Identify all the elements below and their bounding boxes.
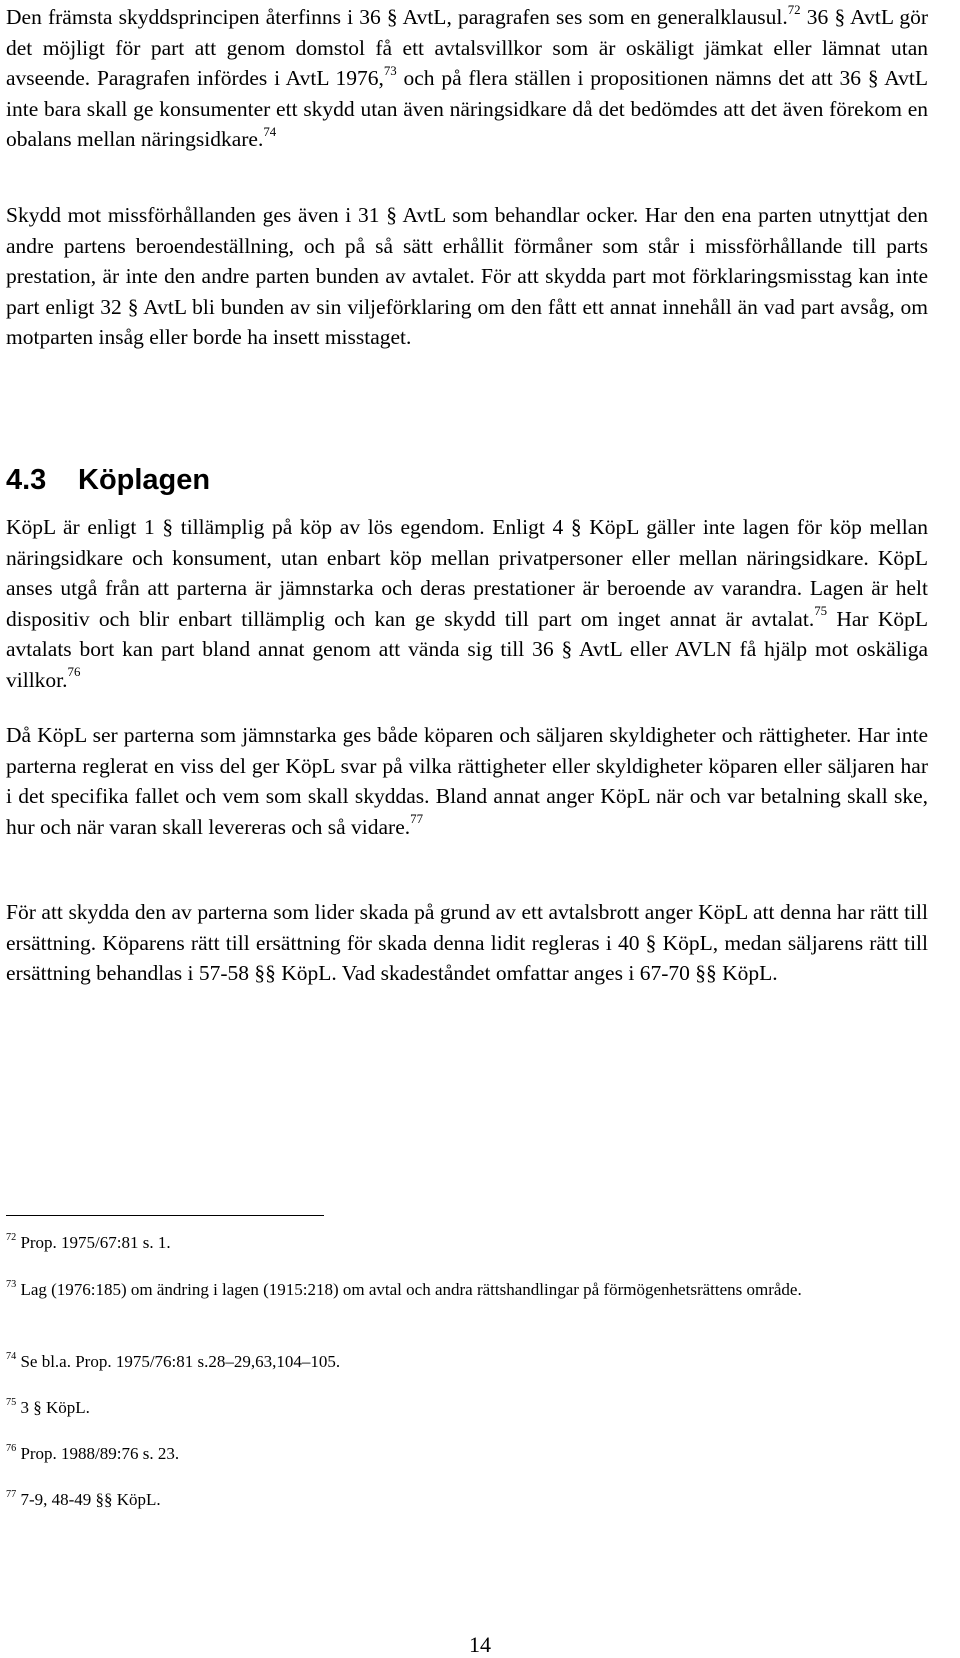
section-heading bbox=[6, 462, 210, 498]
paragraph-kopl-scope bbox=[6, 512, 928, 695]
paragraph-kopl-damages bbox=[6, 897, 928, 989]
footnote-number: 73 bbox=[6, 1278, 17, 1290]
paragraph-text: KöpL är enligt 1 § tillämplig på köp av lös egendom. Enligt 4 § KöpL gäller inte lagen för köp mellan näringsidkare och konsument, utan enbart köp mellan privatpersoner eller mellan näringsidkare. KöpL anses utgå från att parterna är jämnstarka och deras prestationer är beroende av varandra. Lagen är helt dispositiv och blir enbart tillämplig och kan ge skydd till part om inget annat är avtalat. bbox=[6, 515, 928, 631]
footnote-ref-73[interactable]: 73 bbox=[383, 63, 397, 78]
section-title: Köplagen bbox=[78, 464, 211, 496]
footnote-74 bbox=[6, 1348, 928, 1375]
section-number: 4.3 bbox=[6, 464, 47, 496]
footnote-number: 75 bbox=[6, 1396, 17, 1408]
paragraph-text: Då KöpL ser parterna som jämnstarka ges både köparen och säljaren skyldigheter och rättigheter. Har inte parterna reglerat en viss del ger KöpL svar på vilka rättigheter eller skyldigheter köparen eller säljaren har i det specifika fallet och vem som skall skyddas. Bland annat anger KöpL när och var betalning skall ske, hur och när varan skall levereras och så vidare. bbox=[6, 723, 928, 839]
paragraph-text: och på flera ställen i propositionen nämns det att 36 § AvtL inte bara skall ge konsumenter ett skydd utan även näringsidkare då det bedömdes att det även förekom en obalans mellan näringsidkare. bbox=[6, 66, 928, 151]
footnote-text: Se bl.a. Prop. 1975/76:81 s.28–29,63,104–105. bbox=[20, 1352, 341, 1371]
footnote-text: Prop. 1988/89:76 s. 23. bbox=[20, 1444, 180, 1463]
footnote-divider bbox=[6, 1215, 324, 1216]
footnote-77 bbox=[6, 1486, 928, 1513]
footnote-75 bbox=[6, 1394, 928, 1421]
footnote-number: 74 bbox=[6, 1350, 17, 1362]
footnote-72 bbox=[6, 1229, 928, 1256]
footnote-text: Prop. 1975/67:81 s. 1. bbox=[20, 1233, 171, 1252]
paragraph-text: Den främsta skyddsprincipen återfinns i 36 § AvtL, paragrafen ses som en generalklausul. bbox=[6, 5, 788, 29]
paragraph-avtl-36 bbox=[6, 2, 928, 155]
paragraph-kopl-rights bbox=[6, 720, 928, 842]
footnote-ref-76[interactable]: 76 bbox=[67, 665, 81, 680]
footnote-ref-75[interactable]: 75 bbox=[814, 604, 828, 619]
footnote-number: 76 bbox=[6, 1442, 17, 1454]
footnote-number: 77 bbox=[6, 1488, 17, 1500]
footnote-73 bbox=[6, 1276, 956, 1303]
paragraph-text: 36 § AvtL gör det möjligt för part att genom domstol få ett avtalsvillkor som är oskäligt jämkat eller lämnat utan avseende. Paragrafen infördes i AvtL 1976, bbox=[6, 5, 928, 90]
footnote-ref-74[interactable]: 74 bbox=[263, 124, 277, 139]
footnote-ref-77[interactable]: 77 bbox=[410, 812, 424, 827]
footnote-number: 72 bbox=[6, 1231, 17, 1243]
paragraph-text: Skydd mot missförhållanden ges även i 31 § AvtL som behandlar ocker. Har den ena parten utnyttjat den andre partens beroendeställning, och på så sätt erhållit förmåner som står i missförhållande till parts prestation, är inte den andre parten bunden av avtalet. För att skydda part mot förklaringsmisstag kan inte part enligt 32 § AvtL bli bunden av sin viljeförklaring om den fått ett annat innehåll än vad part avsåg, om motparten insåg eller borde ha insett misstaget. bbox=[6, 203, 928, 349]
footnote-76 bbox=[6, 1440, 928, 1467]
page-number: 14 bbox=[469, 1632, 491, 1657]
footnote-ref-72[interactable]: 72 bbox=[787, 2, 801, 17]
paragraph-text: För att skydda den av parterna som lider skada på grund av ett avtalsbrott anger KöpL att denna har rätt till ersättning. Köparens rätt till ersättning för skada denna lidit regleras i 40 § KöpL, medan säljarens rätt till ersättning behandlas i 57-58 §§ KöpL. Vad skadeståndet omfattar anges i 67-70 §§ KöpL. bbox=[6, 900, 928, 985]
footnote-text: 7-9, 48-49 §§ KöpL. bbox=[20, 1490, 161, 1509]
paragraph-avtl-31-32 bbox=[6, 200, 928, 353]
footnote-text: Lag (1976:185) om ändring i lagen (1915:218) om avtal och andra rättshandlingar på förmögenhetsrättens område. bbox=[20, 1280, 802, 1299]
footnote-text: 3 § KöpL. bbox=[20, 1398, 90, 1417]
paragraph-text: Har KöpL avtalats bort kan part bland annat genom att vända sig till 36 § AvtL eller AVLN få hjälp mot oskäliga villkor. bbox=[6, 606, 928, 692]
